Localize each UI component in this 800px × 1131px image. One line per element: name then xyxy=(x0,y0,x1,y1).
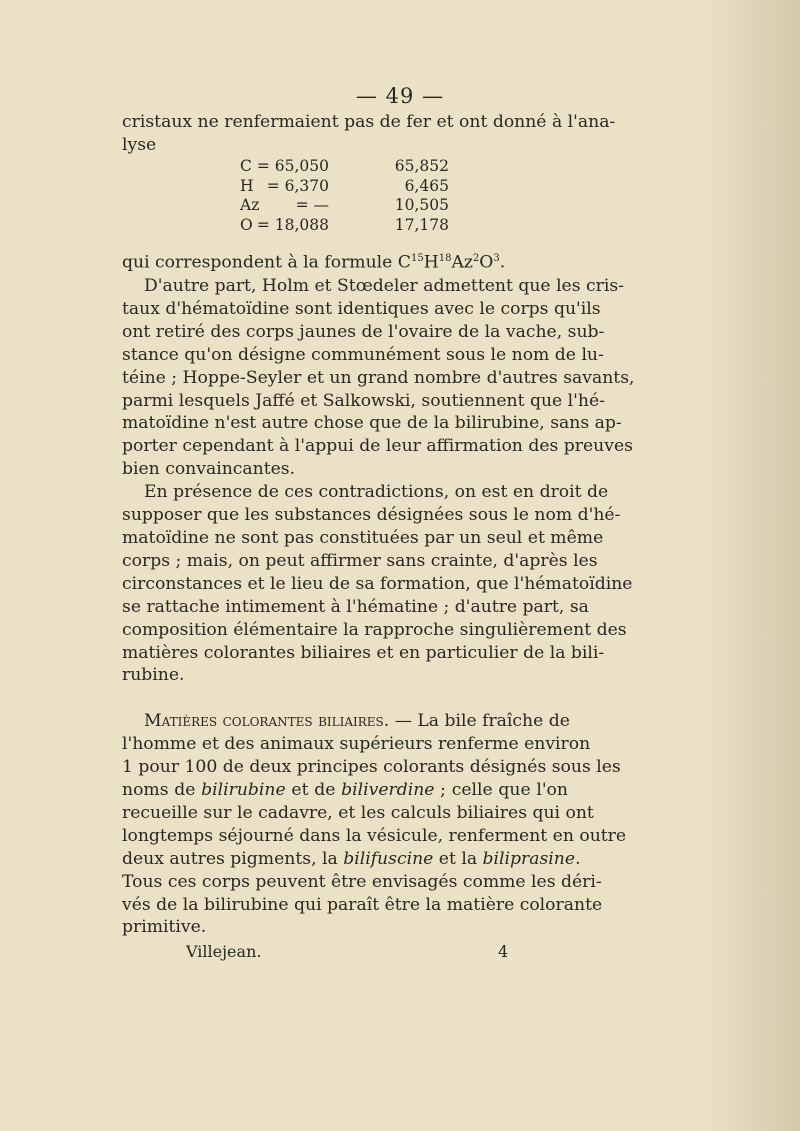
paragraph-gap xyxy=(122,687,568,710)
text-line: Tous ces corps peuvent être envisagés comme les déri- xyxy=(122,871,602,892)
section-heading: Matières colorantes biliaires. xyxy=(144,711,390,732)
text-line: deux autres pigments, la bilifuscine et la biliprasine. xyxy=(122,848,581,869)
value-first: = — xyxy=(295,196,329,214)
table-row xyxy=(240,196,455,216)
element-label: Az xyxy=(240,196,260,214)
text-line: l'homme et des animaux supérieurs renferme environ xyxy=(122,734,591,755)
formula-line: qui correspondent à la formule $C^{15}H^{18}Az^2O^3$. xyxy=(122,253,506,274)
text-line: téine ; Hoppe-Seyler et un grand nombre d'autres savants, xyxy=(122,367,635,388)
element-label: H xyxy=(240,176,254,195)
table-row xyxy=(240,177,455,197)
body-text xyxy=(122,111,635,939)
text-line: Matières colorantes biliaires. — La bile fraîche de xyxy=(144,711,570,732)
text-line: D'autre part, Holm et Stœdeler admettent que les cris- xyxy=(144,276,624,297)
text-line: noms de bilirubine et de biliverdine ; celle que l'on xyxy=(122,779,568,800)
text-line: stance qu'on désigne communément sous le nom de lu- xyxy=(122,344,604,365)
signature-mark: Villejean. xyxy=(186,942,262,961)
text-line: taux d'hématoïdine sont identiques avec le corps qu'ils xyxy=(122,298,601,319)
value-first: = 65,050 xyxy=(256,157,329,175)
value-second: 17,178 xyxy=(394,215,449,234)
text-line: rubine. xyxy=(122,665,185,686)
text-line: vés de la bilirubine qui paraît être la matière colorante xyxy=(122,894,603,915)
text-line: se rattache intimement à l'hématine ; d'autre part, sa xyxy=(122,596,589,617)
table-row xyxy=(240,157,455,177)
text-line: bien convaincantes. xyxy=(122,459,296,480)
text-line: En présence de ces contradictions, on est en droit de xyxy=(144,482,609,503)
text-line: matières colorantes biliaires et en particulier de la bili- xyxy=(122,642,605,663)
text-line: lyse xyxy=(122,134,157,155)
text-line: parmi lesquels Jaffé et Salkowski, soutiennent que l'hé- xyxy=(122,390,605,411)
text-line: matoïdine ne sont pas constituées par un seul et même xyxy=(122,528,604,549)
text-line: composition élémentaire la rapproche singulièrement des xyxy=(122,619,627,640)
table-row xyxy=(240,216,455,236)
text-line: recueille sur le cadavre, et les calculs biliaires qui ont xyxy=(122,802,594,823)
page-number: — 49 — xyxy=(355,84,445,108)
text-line: supposer que les substances désignées sous le nom d'hé- xyxy=(122,505,621,526)
sheet-number: 4 xyxy=(498,942,509,961)
text-line: primitive. xyxy=(122,917,207,938)
value-second: 10,505 xyxy=(394,196,449,214)
text-line: ont retiré des corps jaunes de l'ovaire de la vache, sub- xyxy=(122,321,605,342)
analysis-table xyxy=(240,157,455,235)
element-label: O xyxy=(240,215,253,234)
text-line: longtemps séjourné dans la vésicule, renferment en outre xyxy=(122,825,627,846)
text-line: 1 pour 100 de deux principes colorants désignés sous les xyxy=(122,757,621,778)
value-second: 65,852 xyxy=(394,157,449,175)
text-line: matoïdine n'est autre chose que de la bilirubine, sans ap- xyxy=(122,413,622,434)
value-second: 6,465 xyxy=(404,176,449,195)
text-line: corps ; mais, on peut affirmer sans crainte, d'après les xyxy=(122,550,598,571)
value-first: = 6,370 xyxy=(266,176,329,195)
value-first: = 18,088 xyxy=(256,215,329,234)
element-label: C xyxy=(240,157,252,175)
text-line: circonstances et le lieu de sa formation, que l'hématoïdine xyxy=(122,573,633,594)
text-line: cristaux ne renfermaient pas de fer et ont donné à l'ana- xyxy=(122,112,616,132)
text-line: porter cependant à l'appui de leur affirmation des preuves xyxy=(122,436,633,457)
